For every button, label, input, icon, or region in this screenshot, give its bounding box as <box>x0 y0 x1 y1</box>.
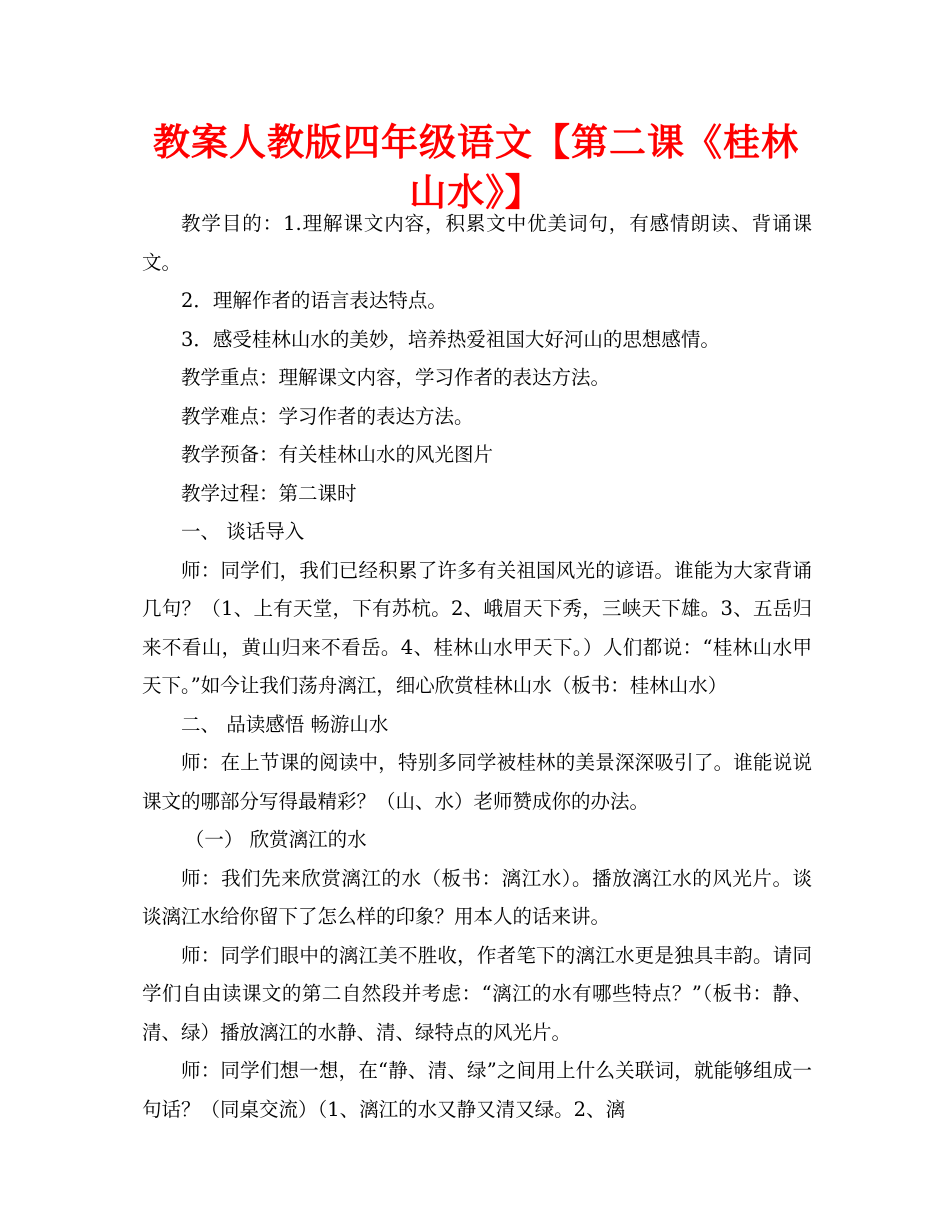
paragraph-preparation: 教学预备：有关桂林山水的风光图片 <box>181 443 494 466</box>
paragraph-water-features: 师：同学们眼中的漓江美不胜收，作者笔下的漓江水更是独具丰韵。请同学们自由读课文的第二自然段并考虑：“漓江的水有哪些特点？”（板书：静、清、绿）播放漓江的水静、清、绿特点的风光片。 <box>142 943 812 1044</box>
paragraph-goal-3: 3．感受桂林山水的美妙，培养热爱祖国大好河山的思想感情。 <box>181 327 720 351</box>
paragraph-goal-2: 2．理解作者的语言表达特点。 <box>181 289 447 312</box>
heading-subsection-1: （一） 欣赏漓江的水 <box>184 828 367 851</box>
heading-section-2: 二、 品读感悟 畅游山水 <box>181 712 389 736</box>
paragraph-process: 教学过程：第二课时 <box>181 481 357 505</box>
document-title: 教案人教版四年级语文【第二课《桂林山水》】 <box>153 121 799 214</box>
paragraph-key-points: 教学重点：理解课文内容，学习作者的表达方法。 <box>181 366 611 389</box>
paragraph-conjunctions: 师：同学们想一想，在“静、清、绿”之间用上什么关联词，就能够组成一句话？（同桌交流）（1、漓江的水又静又清又绿。2、漓 <box>142 1059 812 1121</box>
paragraph-intro-dialogue: 师：同学们，我们已经积累了许多有关祖国风光的谚语。谁能为大家背诵几句？（1、上有天堂，下有苏杭。2、峨眉天下秀，三峡天下雄。3、五岳归来不看山，黄山归来不看岳。4、桂林山水甲天下。）人们都说：“桂林山水甲天下。”如今让我们荡舟漓江，细心欣赏桂林山水（板书：桂林山水） <box>142 558 812 697</box>
heading-section-1: 一、 谈话导入 <box>181 520 305 543</box>
paragraph-water-intro: 师：我们先来欣赏漓江的水（板书：漓江水）。播放漓江水的风光片。谈谈漓江水给你留下了怎么样的印象？用本人的话来讲。 <box>142 866 812 928</box>
paragraph-reading-dialogue: 师：在上节课的阅读中，特别多同学被桂林的美景深深吸引了。谁能说说课文的哪部分写得最精彩？（山、水）老师赞成你的办法。 <box>142 751 812 813</box>
document-body <box>142 205 812 1129</box>
paragraph-teaching-goals: 教学目的：1.理解课文内容，积累文中优美词句，有感情朗读、背诵课文。 <box>142 212 812 274</box>
paragraph-difficulties: 教学难点：学习作者的表达方法。 <box>181 404 474 428</box>
